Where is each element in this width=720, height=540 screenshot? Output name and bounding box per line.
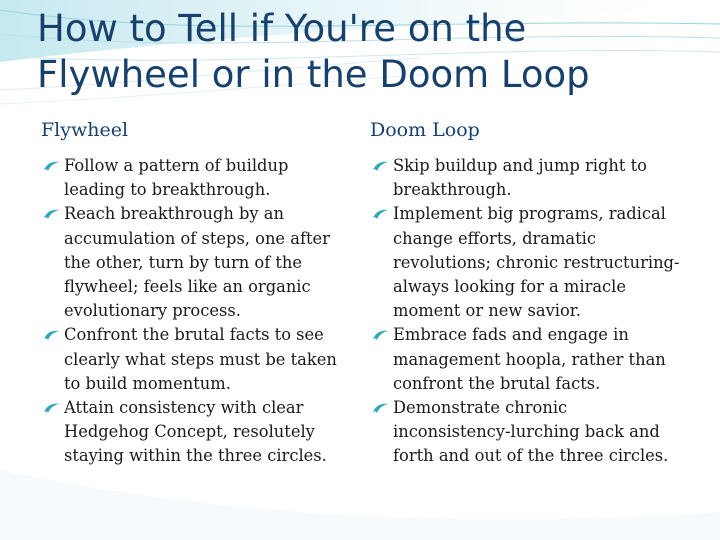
list-item-text: Embrace fads and engage in management hoopla, rather than confront the brutal facts. bbox=[393, 325, 666, 393]
list-item-text: Attain consistency with clear Hedgehog Concept, resolutely staying within the three circles. bbox=[64, 398, 327, 466]
swoosh-bullet-icon bbox=[43, 160, 60, 172]
list-item bbox=[370, 202, 688, 323]
flywheel-column bbox=[41, 118, 353, 469]
list-item-text: Reach breakthrough by an accumulation of steps, one after the other, turn by turn of the flywheel; feels like an organic evolutionary process. bbox=[64, 204, 330, 321]
list-item-text: Demonstrate chronic inconsistency-lurching back and forth and out of the three circles. bbox=[393, 398, 669, 466]
swoosh-bullet-icon bbox=[372, 329, 389, 341]
list-item bbox=[370, 396, 688, 469]
slide-title: How to Tell if You're on the Flywheel or in the Doom Loop bbox=[37, 7, 590, 96]
list-item bbox=[370, 323, 688, 396]
list-item bbox=[41, 202, 353, 323]
doom-loop-heading: Doom Loop bbox=[370, 119, 480, 141]
list-item-text: Confront the brutal facts to see clearly what steps must be taken to build momentum. bbox=[64, 325, 337, 393]
swoosh-bullet-icon bbox=[43, 329, 60, 341]
flywheel-heading: Flywheel bbox=[41, 119, 129, 141]
swoosh-bullet-icon bbox=[372, 208, 389, 220]
swoosh-bullet-icon bbox=[43, 208, 60, 220]
list-item bbox=[41, 323, 353, 396]
list-item-text: Follow a pattern of buildup leading to breakthrough. bbox=[64, 156, 289, 200]
list-item bbox=[41, 396, 353, 469]
swoosh-bullet-icon bbox=[372, 402, 389, 414]
flywheel-list bbox=[41, 154, 353, 469]
doom-loop-list bbox=[370, 154, 688, 469]
swoosh-bullet-icon bbox=[372, 160, 389, 172]
list-item-text: Implement big programs, radical change efforts, dramatic revolutions; chronic restructuring-always looking for a miracle moment or new savior. bbox=[393, 204, 680, 321]
swoosh-bullet-icon bbox=[43, 402, 60, 414]
list-item bbox=[41, 154, 353, 202]
list-item-text: Skip buildup and jump right to breakthrough. bbox=[393, 156, 647, 200]
list-item bbox=[370, 154, 688, 202]
doom-loop-column bbox=[370, 118, 688, 469]
